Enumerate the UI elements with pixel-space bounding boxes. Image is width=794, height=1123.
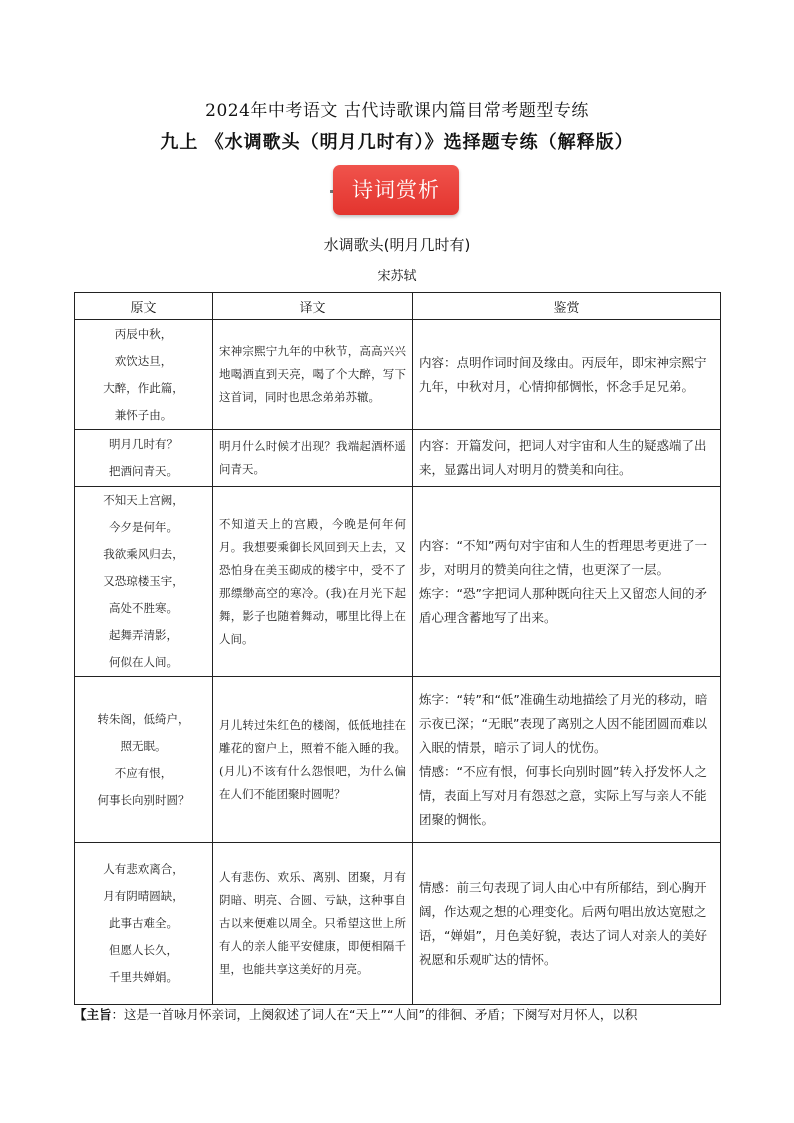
translation-cell: 人有悲伤、欢乐、离别、团聚，月有阴暗、明亮、合圆、亏缺，这种事自古以来便难以周全。只希望这世上所有人的亲人能平安健康，即便相隔千里，也能共享这美好的月亮。	[213, 843, 413, 1005]
header-appreciation: 鉴赏	[413, 293, 721, 320]
table-row	[75, 320, 721, 430]
original-line: 兼怀子由。	[114, 407, 173, 422]
poem-author: 宋苏轼	[377, 269, 417, 284]
theme-label: 【主旨	[74, 1007, 112, 1022]
original-line: 今夕是何年。	[109, 520, 178, 534]
original-line: 人有悲欢离合，	[103, 862, 184, 876]
original-line: 千里共婵娟。	[109, 970, 178, 984]
table-body	[75, 320, 721, 1005]
original-line: 丙辰中秋，	[114, 326, 173, 341]
appreciation-paragraph: 炼字：“恐”字把词人那种既向往天上又留恋人间的矛盾心理含蓄地写了出来。	[419, 585, 707, 625]
table-row	[75, 843, 721, 1005]
original-line: 又恐琼楼玉宇，	[103, 574, 184, 588]
appreciation-paragraph: 内容：开篇发问，把词人对宇宙和人生的疑惑端了出来，显露出词人对明月的赞美和向往。	[419, 438, 707, 477]
original-line: 欢饮达旦，	[114, 353, 173, 368]
translation-cell: 宋神宗熙宁九年的中秋节，高高兴兴地喝酒直到天亮，喝了个大醉，写下这首词，同时也思念弟弟苏辙。	[213, 320, 413, 430]
table-row	[75, 430, 721, 487]
theme-summary	[74, 1005, 724, 1023]
section-banner: 诗词赏析	[333, 165, 459, 215]
original-line: 不知天上宫阙，	[103, 493, 184, 507]
original-cell	[75, 677, 213, 843]
header-original: 原文	[75, 293, 213, 320]
original-line: 高处不胜寒。	[109, 601, 178, 615]
appreciation-cell	[413, 487, 721, 677]
original-cell	[75, 430, 213, 487]
appreciation-cell	[413, 843, 721, 1005]
original-line: 何似在人间。	[109, 655, 178, 669]
theme-text: ：这是一首咏月怀亲词，上阕叙述了词人在“天上”“人间”的徘徊、矛盾；下阕写对月怀人，以积	[111, 1007, 638, 1022]
document-subtitle: 九上 《水调歌头（明月几时有）》选择题专练（解释版）	[160, 132, 634, 153]
translation-cell: 明月什么时候才出现？我端起酒杯遥问青天。	[213, 430, 413, 487]
document-title: 2024年中考语文 古代诗歌课内篇目常考题型专练	[205, 101, 589, 121]
original-line: 明月几时有？	[109, 437, 178, 451]
appreciation-paragraph: 情感：前三句表现了词人由心中有所郁结，到心胸开阔，作达观之想的心理变化。后两句唱出放达宽慰之语，“婵娟”，月色美好貌，表达了词人对亲人的美好祝愿和乐观旷达的情怀。	[419, 879, 707, 967]
original-line: 把酒问青天。	[109, 464, 178, 478]
original-line: 我欲乘风归去，	[103, 547, 184, 561]
appreciation-paragraph: 情感：“不应有恨，何事长向别时圆”转入抒发怀人之情，表面上写对月有怨怼之意，实际上写与亲人不能团聚的惆怅。	[419, 763, 707, 827]
appreciation-paragraph: 炼字：“转”和“低”准确生动地描绘了月光的移动，暗示夜已深；“无眠”表现了离别之人因不能团圆而难以入眠的情景，暗示了词人的忧伤。	[419, 691, 708, 755]
table-header-row	[75, 293, 721, 320]
poem-title: 水调歌头(明月几时有)	[323, 236, 471, 254]
appreciation-paragraph: 内容：“不知”两句对宇宙和人生的哲理思考更进了一步，对明月的赞美向往之情，也更深了一层。	[419, 537, 707, 577]
original-line: 但愿人长久，	[109, 943, 178, 957]
table-row	[75, 487, 721, 677]
original-cell	[75, 320, 213, 430]
original-line: 此事古难全。	[109, 916, 178, 930]
original-line: 月有阴晴圆缺，	[103, 889, 184, 903]
original-line: 何事长向别时圆？	[97, 792, 190, 807]
translation-cell: 月儿转过朱红色的楼阁，低低地挂在雕花的窗户上，照着不能入睡的我。(月儿)不该有什么怨恨吧，为什么偏在人们不能团聚时圆呢？	[213, 677, 413, 843]
appreciation-cell	[413, 320, 721, 430]
header-translation: 译文	[213, 293, 413, 320]
appreciation-paragraph: 内容：点明作词时间及缘由。丙辰年，即宋神宗熙宁九年，中秋对月，心情抑郁惆怅，怀念手足兄弟。	[419, 354, 707, 394]
original-cell	[75, 487, 213, 677]
original-line: 大醉，作此篇，	[103, 380, 184, 395]
original-line: 不应有恨，	[114, 765, 173, 780]
appreciation-cell	[413, 677, 721, 843]
original-cell	[75, 843, 213, 1005]
original-line: 照无眠。	[120, 738, 167, 753]
table-row	[75, 677, 721, 843]
original-line: 起舞弄清影，	[109, 628, 178, 642]
poem-analysis-table	[74, 292, 721, 1005]
translation-cell: 不知道天上的宫殿，今晚是何年何月。我想要乘御长风回到天上去，又恐怕身在美玉砌成的楼宇中，受不了那缥缈高空的寒冷。(我)在月光下起舞，影子也随着舞动，哪里比得上在人间。	[213, 487, 413, 677]
original-line: 转朱阁，低绮户，	[97, 711, 190, 726]
appreciation-cell	[413, 430, 721, 487]
